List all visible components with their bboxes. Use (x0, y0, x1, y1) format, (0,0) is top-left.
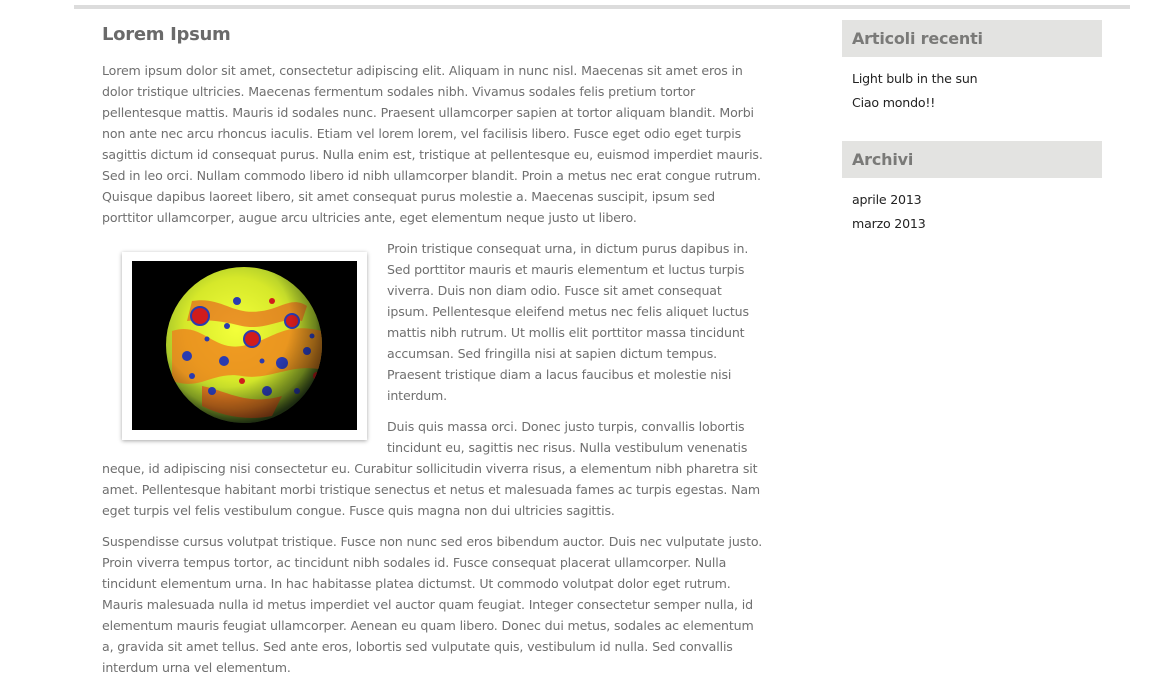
recent-posts-widget (842, 20, 1102, 115)
post-paragraph: Proin tristique consequat urna, in dictum purus dapibus in. Sed porttitor mauris et mauris elementum et luctus turpis viverra. Duis non diam odio. Fusce sit amet consequat ipsum. Pellentesque eleifend metus nec felis aliquet luctus mattis nibh rutrum. Ut mollis elit porttitor massa tincidunt accumsan. Sed fringilla nisi at sapien dictum tempus. Praesent tristique diam a lacus faucibus et molestie nisi interdum. (387, 241, 749, 403)
recent-posts-list (842, 67, 1102, 115)
archives-widget (842, 141, 1102, 236)
recent-post-link[interactable]: Light bulb in the sun (852, 71, 978, 86)
sidebar (842, 20, 1102, 262)
post-title: Lorem Ipsum (102, 24, 231, 45)
post-image-frame (122, 252, 367, 440)
archive-item (852, 188, 1102, 212)
archive-link[interactable]: marzo 2013 (852, 216, 926, 231)
archives-list (842, 188, 1102, 236)
post-paragraph: Lorem ipsum dolor sit amet, consectetur adipiscing elit. Aliquam in nunc nisl. Maecenas sit amet eros in dolor tristique ultricies. Maecenas fermentum sodales nibh. Vivamus sodales felis pretium tortor pellentesque mattis. Mauris id sodales nunc. Praesent ullamcorper sapien at tortor aliquam blandit. Morbi non ante nec arcu rhoncus iaculis. Etiam vel lorem lorem, vel facilisis libero. Fusce eget odio eget turpis sagittis dictum id consequat purus. Nulla enim est, tristique at pellentesque eu, euismod imperdiet mauris. Sed in leo orci. Nullam commodo libero id nibh ullamcorper blandit. Proin a metus nec erat congue rutrum. Quisque dapibus laoreet libero, sit amet consequat purus molestie a. Maecenas suscipit, ipsum sed porttitor ullamcorper, augue arcu ultricies ante, eget elementum neque justo ut libero. (102, 63, 763, 225)
recent-posts-title: Articoli recenti (842, 20, 1102, 57)
post-content (102, 22, 764, 688)
moon-sphere-graphic (132, 261, 357, 430)
recent-post-link[interactable]: Ciao mondo!! (852, 95, 936, 110)
moon-gravity-map-image[interactable] (132, 261, 357, 430)
post-paragraph: Duis quis massa orci. Donec justo turpis, convallis lobortis tincidunt eu, sagittis nec risus. Nulla vestibulum venenatis neque, id adipiscing nisi consectetur eu. Curabitur sollicitudin viverra risus, a elementum nibh pharetra sit amet. Pellentesque habitant morbi tristique senectus et netus et malesuada fames ac turpis egestas. Nam eget turpis vel felis vestibulum congue. Fusce quis magna non dui ultricies sagittis. (102, 419, 761, 518)
recent-post-item (852, 67, 1102, 91)
recent-post-item (852, 91, 1102, 115)
archives-title: Archivi (842, 141, 1102, 178)
archive-link[interactable]: aprile 2013 (852, 192, 922, 207)
top-border (74, 5, 1130, 9)
post-paragraph: Suspendisse cursus volutpat tristique. Fusce non nunc sed eros bibendum auctor. Duis nec vulputate justo. Proin viverra tempus tortor, ac tincidunt nibh sodales id. Fusce consequat placerat ullamcorper. Nulla tincidunt elementum urna. In hac habitasse platea dictumst. Ut commodo volutpat dolor eget rutrum. Mauris malesuada nulla id metus imperdiet vel auctor quam feugiat. Integer consectetur semper nulla, id elementum mauris feugiat ullamcorper. Aenean eu quam libero. Donec dui metus, sodales ac elementum a, gravida sit amet tellus. Sed ante eros, lobortis sed vulputate quis, vestibulum id nulla. Sed convallis interdum urna vel elementum. (102, 534, 763, 675)
archive-item (852, 212, 1102, 236)
